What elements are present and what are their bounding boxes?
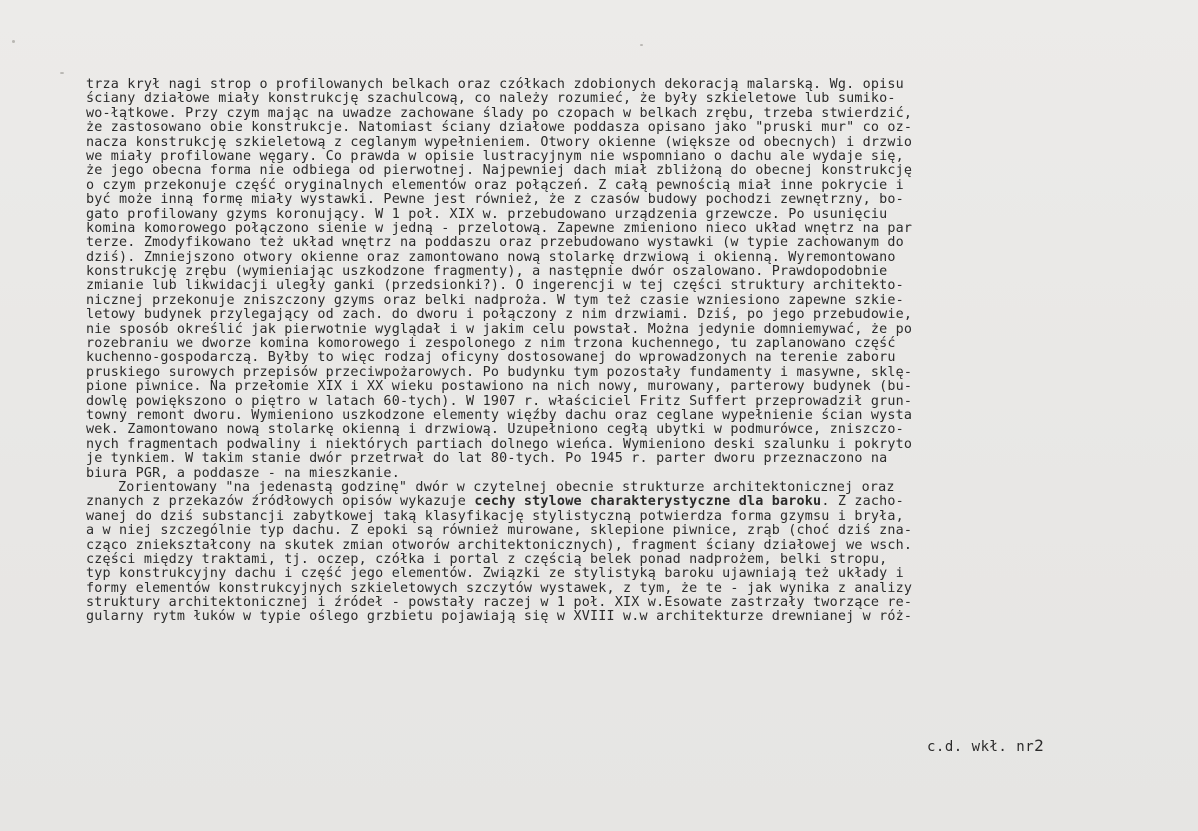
text-line: gularny rytm łuków w typie oślego grzbietu pojawiają się w XVIII w.w architekturze drewnianej w róż- [86,609,913,625]
text-line: terze. Zmodyfikowano też układ wnętrz na poddaszu oraz przebudowano wystawki (w typie zachowanym do [86,235,904,251]
text-line: cząco zniekształcony na skutek zmian otworów architektonicznych), fragment ściany działowej we wsch. [86,537,913,553]
text-line: konstrukcję zrębu (wymieniając uszkodzone fragmenty), a następnie dwór oszalowano. Prawdopodobnie [86,264,888,280]
text-line: formy elementów konstrukcyjnych szkieletowych szczytów wystawek, z tym, że te - jak wynika z analizy [86,580,913,596]
text-line: we miały profilowane węgary. Co prawda w opisie lustracyjnym nie wspomniano o dachu ale wydaje się, [86,148,904,164]
text-line: o czym przekonuje część oryginalnych elementów oraz połączeń. Z całą pewnością miał inne pokrycie i [86,177,904,193]
text-line: wanej do dziś substancji zabytkowej taką klasyfikację stylistyczną potwierdza forma gzymsu i bryła, [86,508,904,524]
text-line: dowlę powiększono o piętro w latach 60-tych). W 1907 r. właściciel Fritz Suffert przeprowadził grun- [86,393,913,409]
text-line: być może inną formę miały wystawki. Pewne jest również, że z czasów budowy pochodzi zewnętrzny, bo- [86,192,904,208]
paragraph-2-line-2 [86,495,1126,509]
page-footer [927,736,1044,755]
text-line: biura PGR, a poddasze - na mieszkanie. [86,465,400,481]
text-run: . Z zacho- [821,494,904,510]
text-line: że jego obecna forma nie odbiega od pierwotnej. Najpewniej dach miał zbliżoną do obecnej konstrukcję [86,163,913,179]
text-line: rozebraniu we dworze komina komorowego i zespolonego z nim trzona kuchennego, tu zaplanowano część [86,336,896,352]
text-line: zmianie lub likwidacji uległy ganki (przedsionki?). O ingerencji w tej części struktury architekto- [86,278,904,294]
text-line: towny remont dworu. Wymieniono uszkodzone elementy więźby dachu oraz ceglane wypełnienie ścian wysta [86,407,913,423]
text-line: a w niej szczególnie typ dachu. Z epoki są również murowane, sklepione piwnice, zrąb (choć dziś zna- [86,523,913,539]
text-line: nacza konstrukcję szkieletową z ceglanym wypełnieniem. Otwory okienne (większe od obecnych) i drzwio [86,134,913,150]
page-number: 2 [1034,736,1045,755]
text-line: typ konstrukcyjny dachu i część jego elementów. Związki ze stylistyką baroku ujawniają też układy i [86,566,904,582]
text-line: ściany działowe miały konstrukcję szachulcową, co należy rozumieć, że były szkieletowe lub sumiko- [86,91,896,107]
text-line: nych fragmentach podwaliny i niektórych partiach dolnego wieńca. Wymieniono deski szalunku i pokryto [86,436,913,452]
paper-speck [60,72,64,74]
paper-speck [12,40,15,43]
paragraph-2-rest [86,510,1126,625]
text-line: nie sposób określić jak pierwotnie wyglądał i w jakim celu powstał. Można jedynie domniemywać, że po [86,321,913,337]
bold-phrase: cechy stylowe charakterystyczne dla baroku [474,494,822,510]
text-line: pruskiego surowych przepisów przeciwpożarowych. Po budynku tym pozostały fundamenty i masywne, sklę- [86,364,913,380]
text-line: dziś). Zmniejszono otwory okienne oraz zamontowano nową stolarkę drzwiową i okienną. Wyremontowano [86,249,896,265]
text-line: kuchenno-gospodarczą. Byłby to więc rodzaj oficyny dostosowanej do wprowadzonych na terenie zaboru [86,350,896,366]
text-line: gato profilowany gzyms koronujący. W 1 poł. XIX w. przebudowano urządzenia grzewcze. Po usunięciu [86,206,888,222]
text-line: części między traktami, tj. oczep, czółka i portal z częścią belek ponad nadprożem, belki stropu, [86,551,888,567]
text-line: komina komorowego połączono sienie w jedną - przelotową. Zapewne zmieniono nieco układ wnętrz na par [86,220,913,236]
text-line: wo-łątkowe. Przy czym mając na uwadze zachowane ślady po czopach w belkach zrębu, trzeba stwierdzić, [86,105,913,121]
text-line: że zastosowano obie konstrukcje. Natomiast ściany działowe poddasza opisano jako "pruski mur" co oz- [86,120,913,136]
body-text [86,78,1126,625]
text-line: nicznej przekonuje zniszczony gzyms oraz belki nadproża. W tym też czasie wzniesiono zapewne szkie- [86,292,904,308]
text-line: trza krył nagi strop o profilowanych belkach oraz czółkach zdobionych dekoracją malarską. Wg. opisu [86,77,904,92]
text-line: je tynkiem. W takim stanie dwór przetrwał do lat 80-tych. Po 1945 r. parter dworu przeznaczono na [86,451,888,467]
text-line: pione piwnice. Na przełomie XIX i XX wieku postawiono na nich nowy, murowany, parterowy budynek (bu- [86,379,913,395]
text-line: wek. Zamontowano nową stolarkę okienną i drzwiową. Uzupełniono cegłą ubytki w podmurówce, zniszczo- [86,422,904,438]
paper-speck [640,44,643,46]
paragraph-2-first-line: Zorientowany "na jedenastą godzinę" dwór w czytelnej obecnie strukturze architektonicznej oraz [118,479,895,495]
text-line: struktury architektonicznej i źródeł - powstały raczej w 1 poł. XIX w.Esowate zastrzały tworzące re- [86,595,913,611]
paragraph-2 [86,481,1126,625]
paragraph-1 [86,78,1126,481]
text-line: letowy budynek przylegający od zach. do dworu i połączony z nim drzwiami. Dziś, po jego przebudowie, [86,307,913,323]
text-run: znanych z przekazów źródłowych opisów wykazuje [86,494,475,510]
continuation-label: c.d. wkł. nr [927,739,1035,755]
